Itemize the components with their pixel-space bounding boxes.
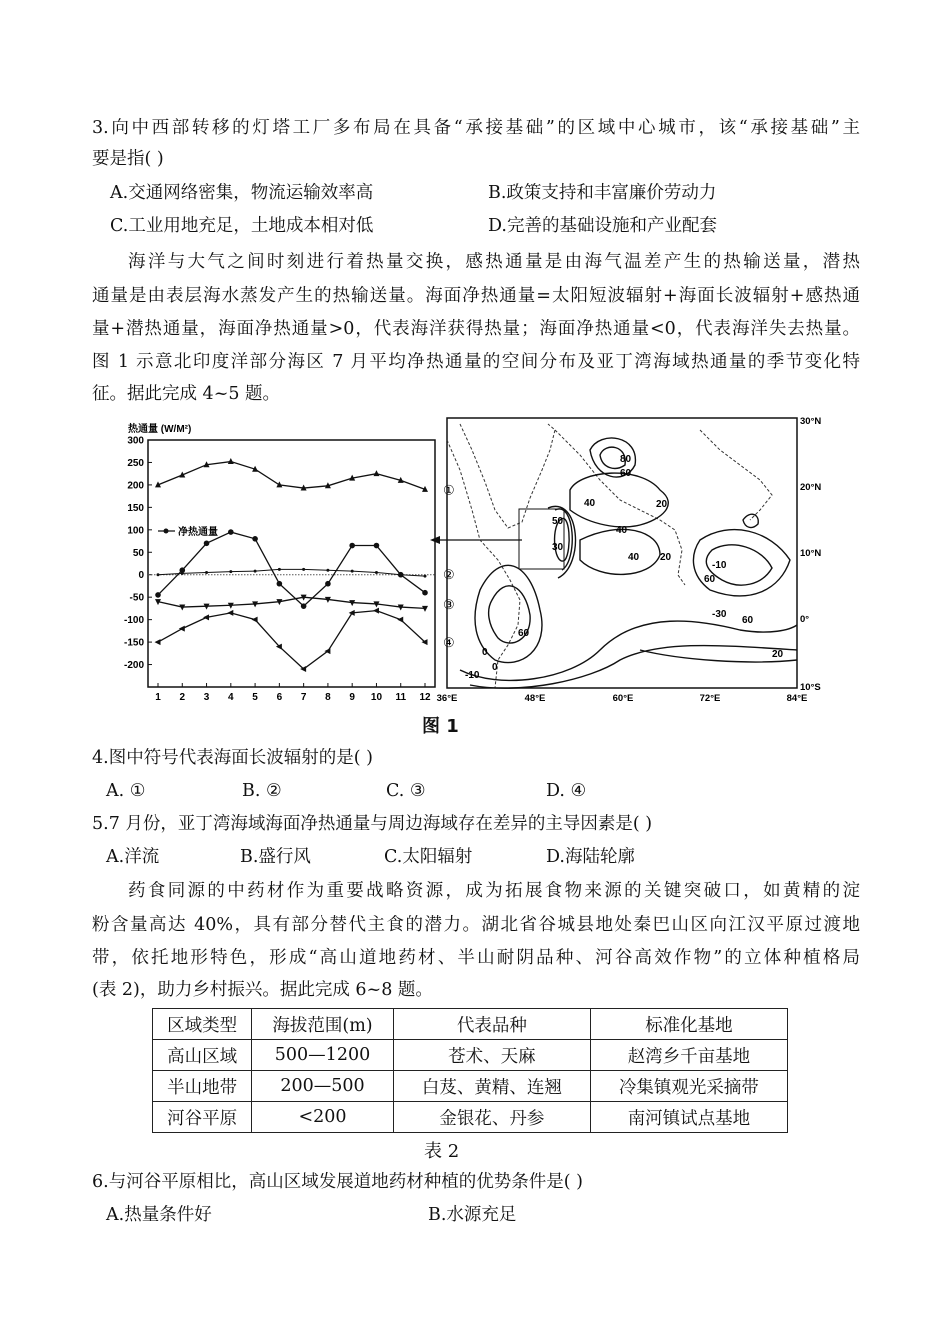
table-cell: 白芨、黄精、连翘 — [393, 1071, 590, 1102]
chart-x-ticks — [155, 683, 431, 703]
series-line — [158, 569, 425, 576]
contour-label: 60 — [704, 574, 716, 585]
lon-label: 84°E — [786, 693, 808, 704]
figure1 — [100, 410, 845, 710]
series-line — [158, 462, 425, 490]
passage2-line1: 药食同源的中药材作为重要战略资源，成为拓展食物来源的关键突破口，如黄精的淀 — [128, 881, 860, 901]
data-point — [181, 572, 184, 575]
chart-ylabel: 热通量 (W/M²) — [128, 424, 192, 435]
table-header: 标准化基地 — [590, 1009, 787, 1040]
heat-flux-chart — [124, 422, 455, 703]
data-point — [422, 590, 428, 596]
q3-stem-line2: 要是指( ) — [92, 149, 164, 169]
y-tick-label: 200 — [127, 480, 144, 492]
data-point — [204, 540, 210, 546]
q3-option-d: D.完善的基础设施和产业配套 — [488, 216, 717, 236]
contour-label: 0 — [492, 662, 498, 673]
data-point — [228, 529, 234, 535]
contour-label: 20 — [660, 552, 672, 563]
north-indian-ocean-map — [437, 416, 822, 704]
lat-label: 30°N — [800, 416, 822, 427]
coastline-arabia — [460, 424, 555, 528]
contour-label: 50 — [552, 516, 564, 527]
coastline-bengal — [700, 430, 772, 520]
data-point — [326, 569, 329, 572]
table-row — [153, 1071, 788, 1102]
q6-stem: 6.与河谷平原相比，高山区域发展道地药材种植的优势条件是( ) — [92, 1172, 583, 1192]
data-point — [397, 617, 403, 623]
contour-label: -30 — [712, 609, 727, 620]
contour-label: 30 — [552, 542, 564, 553]
data-point — [203, 614, 209, 620]
data-point — [373, 608, 379, 614]
data-point — [351, 570, 354, 573]
table-cell: 半山地带 — [153, 1071, 252, 1102]
y-tick-label: -50 — [129, 592, 144, 604]
data-point — [349, 543, 355, 549]
q4-option-c: C. ③ — [386, 781, 426, 801]
table-cell: <200 — [252, 1102, 394, 1133]
data-point — [252, 617, 258, 623]
x-tick-label: 4 — [228, 692, 234, 703]
lon-label: 72°E — [699, 693, 721, 704]
contour-label: 0 — [482, 647, 488, 658]
passage1-line2: 通量是由表层海水蒸发产生的热输送量。海面净热通量=太阳短波辐射+海面长波辐射+感热通 — [92, 286, 860, 306]
x-tick-label: 3 — [203, 692, 210, 703]
table-cell: 200—500 — [252, 1071, 394, 1102]
table2-caption: 表 2 — [424, 1141, 460, 1162]
series-marker: ③ — [443, 596, 455, 612]
x-tick-label: 7 — [300, 692, 307, 703]
x-tick-label: 6 — [276, 692, 283, 703]
data-point — [227, 610, 233, 616]
data-point — [155, 592, 161, 598]
data-point — [375, 571, 378, 574]
x-tick-label: 8 — [325, 692, 331, 703]
passage2-line4: (表 2)，助力乡村振兴。据此完成 6~8 题。 — [92, 980, 433, 1000]
data-point — [302, 568, 305, 571]
passage1-line5: 征。据此完成 4~5 题。 — [92, 384, 281, 404]
table-cell: 冷集镇观光采摘带 — [590, 1071, 787, 1102]
contour-label: 60 — [518, 628, 530, 639]
q4-option-d: D. ④ — [546, 781, 587, 801]
x-tick-label: 1 — [155, 692, 161, 703]
data-point — [325, 581, 331, 587]
table-header: 海拔范围(m) — [252, 1009, 394, 1040]
data-point — [301, 603, 307, 609]
table-cell: 河谷平原 — [153, 1102, 252, 1133]
data-point — [373, 470, 379, 476]
chart-series-markers — [443, 482, 455, 650]
contour-label: 40 — [584, 498, 596, 509]
figure1-caption: 图 1 — [422, 716, 459, 737]
q5-option-b: B.盛行风 — [240, 847, 311, 867]
data-point — [157, 573, 160, 576]
passage1-line4: 图 1 示意北印度洋部分海区 7 月平均净热通量的空间分布及亚丁湾海域热通量的季节变化特 — [92, 352, 860, 372]
data-point — [424, 575, 427, 578]
x-tick-label: 2 — [179, 692, 186, 703]
x-tick-label: 12 — [419, 692, 431, 703]
contour-label: 20 — [656, 499, 668, 510]
series-line — [158, 611, 425, 669]
x-tick-label: 9 — [349, 692, 355, 703]
y-tick-label: 0 — [138, 570, 144, 582]
contour-label: -10 — [465, 670, 480, 681]
q5-stem: 5.7 月份，亚丁湾海域海面净热通量与周边海域存在差异的主导因素是( ) — [92, 814, 653, 834]
data-point — [278, 568, 281, 571]
table-cell: 赵湾乡千亩基地 — [590, 1040, 787, 1071]
chart-series — [148, 458, 435, 672]
contour-label: 60 — [742, 615, 754, 626]
y-tick-label: 150 — [127, 502, 144, 514]
q4-stem: 4.图中符号代表海面长波辐射的是( ) — [92, 748, 373, 768]
series-marker: ① — [443, 482, 455, 498]
q5-option-d: D.海陆轮廓 — [546, 847, 635, 867]
lat-label: 20°N — [800, 482, 822, 493]
y-tick-label: 50 — [132, 547, 144, 559]
q3-option-c: C.工业用地充足，土地成本相对低 — [110, 216, 374, 236]
q5-option-c: C.太阳辐射 — [384, 847, 473, 867]
y-tick-label: 100 — [127, 525, 144, 537]
lon-label: 48°E — [524, 693, 546, 704]
table-row — [153, 1102, 788, 1133]
map-lat-labels — [800, 416, 821, 693]
table-cell: 金银花、丹参 — [393, 1102, 590, 1133]
y-tick-label: -150 — [123, 637, 144, 649]
data-point — [252, 536, 258, 542]
contour-label: -10 — [712, 560, 727, 571]
passage2-line2: 粉含量高达 40%，具有部分替代主食的潜力。湖北省谷城县地处秦巴山区向江汉平原过渡地 — [92, 915, 860, 935]
table-cell: 南河镇试点基地 — [590, 1102, 787, 1133]
q3-option-b: B.政策支持和丰富廉价劳动力 — [488, 183, 717, 203]
table-header: 区域类型 — [153, 1009, 252, 1040]
table-row — [153, 1040, 788, 1071]
contour-label: 80 — [620, 454, 632, 465]
chart-legend-label: 净热通量 — [178, 527, 218, 538]
data-point — [277, 581, 283, 587]
table-header: 代表品种 — [393, 1009, 590, 1040]
data-point — [155, 639, 161, 645]
contour-label: 40 — [616, 525, 628, 536]
q5-option-a: A.洋流 — [106, 847, 160, 867]
data-point — [276, 481, 282, 487]
lat-label: 0° — [800, 614, 810, 625]
data-point — [205, 571, 208, 574]
series-marker: ② — [443, 566, 455, 582]
lon-label: 36°E — [436, 693, 458, 704]
table-cell: 高山区域 — [153, 1040, 252, 1071]
contour-label: 40 — [628, 552, 640, 563]
table-cell: 500—1200 — [252, 1040, 394, 1071]
q4-option-a: A. ① — [106, 781, 146, 801]
lat-label: 10°S — [800, 682, 821, 693]
chart-legend — [158, 525, 218, 538]
q3-stem-line1: 3.向中西部转移的灯塔工厂多布局在具备“承接基础”的区域中心城市，该“承接基础”主 — [92, 118, 860, 138]
data-point — [228, 458, 234, 464]
contour-label: 20 — [772, 649, 784, 660]
map-lon-labels — [437, 693, 808, 704]
y-tick-label: -100 — [123, 615, 144, 627]
table-header-row — [153, 1009, 788, 1040]
q3-option-a: A.交通网络密集，物流运输效率高 — [110, 183, 374, 203]
series-line — [158, 597, 425, 608]
table-cell: 苍术、天麻 — [393, 1040, 590, 1071]
lat-label: 10°N — [800, 548, 822, 559]
x-tick-label: 10 — [370, 692, 383, 703]
data-point — [374, 543, 380, 549]
x-tick-label: 11 — [395, 692, 407, 703]
data-point — [399, 573, 402, 576]
passage1-line1: 海洋与大气之间时刻进行着热量交换，感热通量是由海气温差产生的热输送量，潜热 — [128, 252, 860, 272]
passage2-line3: 带，依托地形特色，形成“高山道地药材、半山耐阴品种、河谷高效作物”的立体种植格局 — [92, 948, 860, 968]
q4-option-b: B. ② — [242, 781, 282, 801]
y-tick-label: -200 — [123, 660, 144, 672]
contour-label: 60 — [620, 468, 632, 479]
data-point — [349, 610, 355, 616]
lon-label: 60°E — [612, 693, 634, 704]
table2 — [152, 1008, 788, 1133]
y-tick-label: 300 — [127, 435, 144, 447]
data-point — [254, 570, 257, 573]
passage1-line3: 量+潜热通量，海面净热通量>0，代表海洋获得热量；海面净热通量<0，代表海洋失去热量。 — [92, 319, 860, 339]
y-tick-label: 250 — [127, 457, 144, 469]
series-marker: ④ — [443, 635, 455, 651]
x-tick-label: 5 — [252, 692, 258, 703]
q6-option-a: A.热量条件好 — [106, 1205, 212, 1225]
data-point — [229, 570, 232, 573]
q6-option-b: B.水源充足 — [428, 1205, 517, 1225]
